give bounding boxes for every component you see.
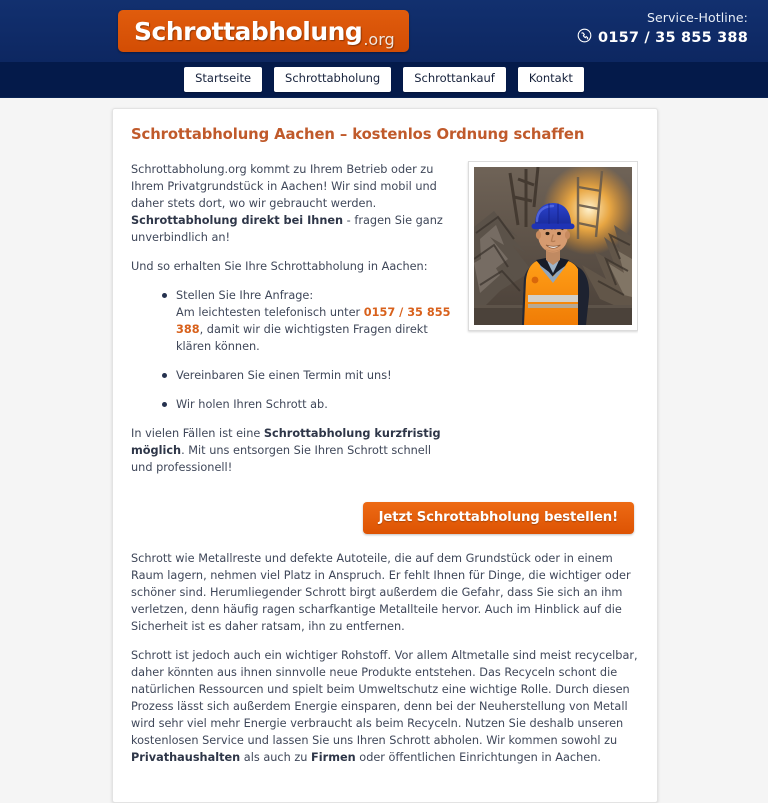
list-item (176, 287, 491, 355)
main-navigation (0, 62, 768, 98)
closing-text-a: In vielen Fällen ist eine (131, 427, 264, 440)
steps-list (131, 287, 491, 413)
para3-text-b: als auch zu (240, 751, 312, 764)
intro-text-b: - fragen Sie ganz unverbindlich an! (131, 214, 443, 244)
paragraph-scrap-space: Schrott wie Metallreste und defekte Autoteile, die auf dem Grundstück oder in einem Raum lagern, nehmen viel Platz in Anspruch. Er fehlt Ihnen für Dinge, die wichtiger oder schöner sind. Herumliegender Schrott birgt außerdem die Gefahr, dass Sie sich an ihm verletzen, denn häufig ragen scharfkantige Metallteile hervor. Auch im Hinblick auf die Sicherheit ist es daher ratsam, ihn zu entfernen. (131, 552, 631, 633)
header-inner (0, 0, 768, 62)
closing-paragraph (131, 425, 456, 476)
hero-figure (468, 161, 638, 331)
intro-block (131, 161, 638, 488)
cta-row (131, 502, 638, 534)
nav-item-schrottankauf[interactable]: Schrottankauf (403, 67, 506, 92)
hero-image-scrapyard-worker (474, 167, 632, 325)
service-hotline (577, 10, 748, 47)
paragraph-scrap-recycling (131, 647, 638, 766)
para3-bold-privathaushalten: Privathaushalten (131, 751, 241, 764)
site-logo[interactable] (118, 10, 409, 52)
logo-main-text: Schrottabholung (134, 16, 363, 46)
intro-text-a: Schrottabholung.org kommt zu Ihrem Betrieb oder zu Ihrem Privatgrundstück in Aachen! Wir sind mobil und daher stets dort, wo wir gebraucht werden. (131, 163, 437, 210)
phone-link[interactable]: 0157 / 35 855 388 (176, 306, 451, 336)
para3-text-c: oder öffentlichen Einrichtungen in Aachen. (355, 751, 601, 764)
page-area (0, 98, 768, 803)
hotline-number: 0157 / 35 855 388 (598, 29, 748, 46)
hotline-number-row[interactable] (577, 28, 748, 47)
steps-lead: Und so erhalten Sie Ihre Schrottabholung in Aachen: (131, 260, 428, 273)
step-2-text: Vereinbaren Sie einen Termin mit uns! (176, 369, 392, 382)
step-3-text: Wir holen Ihren Schrott ab. (176, 398, 328, 411)
step-1-line-2-b: , damit wir die wichtigsten Fragen direkt klären können. (176, 323, 428, 353)
site-header (0, 0, 768, 62)
intro-text-bold: Schrottabholung direkt bei Ihnen (131, 214, 344, 227)
para3-text-a: Schrott ist jedoch auch ein wichtiger Rohstoff. Vor allem Altmetalle sind meist recycelbar, daher könnten aus ihnen sinnvolle neue Produkte entstehen. Das Recyceln schont die natürlichen Ressourcen und spielt beim Umweltschutz eine wichtige Rolle. Durch diesen Prozess lässt sich außerdem Energie einsparen, denn bei der Neuherstellung von Metall wird sehr viel mehr Energie verbraucht als beim Recyceln. Nutzen Sie deshalb unseren kostenlosen Service und lassen Sie uns Ihren Schrott abholen. Wir kommen sowohl zu (131, 649, 638, 747)
hotline-label: Service-Hotline: (646, 10, 748, 25)
nav-item-kontakt[interactable]: Kontakt (518, 67, 584, 92)
nav-item-startseite[interactable]: Startseite (184, 67, 262, 92)
content-card (112, 108, 658, 803)
step-1-line-2-a: Am leichtesten telefonisch unter (176, 306, 364, 319)
page-title: Schrottabholung Aachen – kostenlos Ordnung schaffen (131, 126, 585, 143)
list-item (176, 367, 491, 384)
nav-item-schrottabholung[interactable]: Schrottabholung (274, 67, 391, 92)
order-scrap-pickup-button[interactable]: Jetzt Schrottabholung bestellen! (363, 502, 634, 534)
closing-text-bold: Schrottabholung kurzfristig möglich (131, 427, 441, 457)
logo-tld-text: .org (363, 30, 395, 49)
intro-paragraph (131, 161, 456, 246)
list-item (176, 396, 491, 413)
phone-circle-icon (577, 28, 592, 47)
step-1-line-1: Stellen Sie Ihre Anfrage: (176, 289, 314, 302)
para3-bold-firmen: Firmen (311, 751, 356, 764)
closing-text-b: . Mit uns entsorgen Sie Ihren Schrott schnell und professionell! (131, 444, 432, 474)
